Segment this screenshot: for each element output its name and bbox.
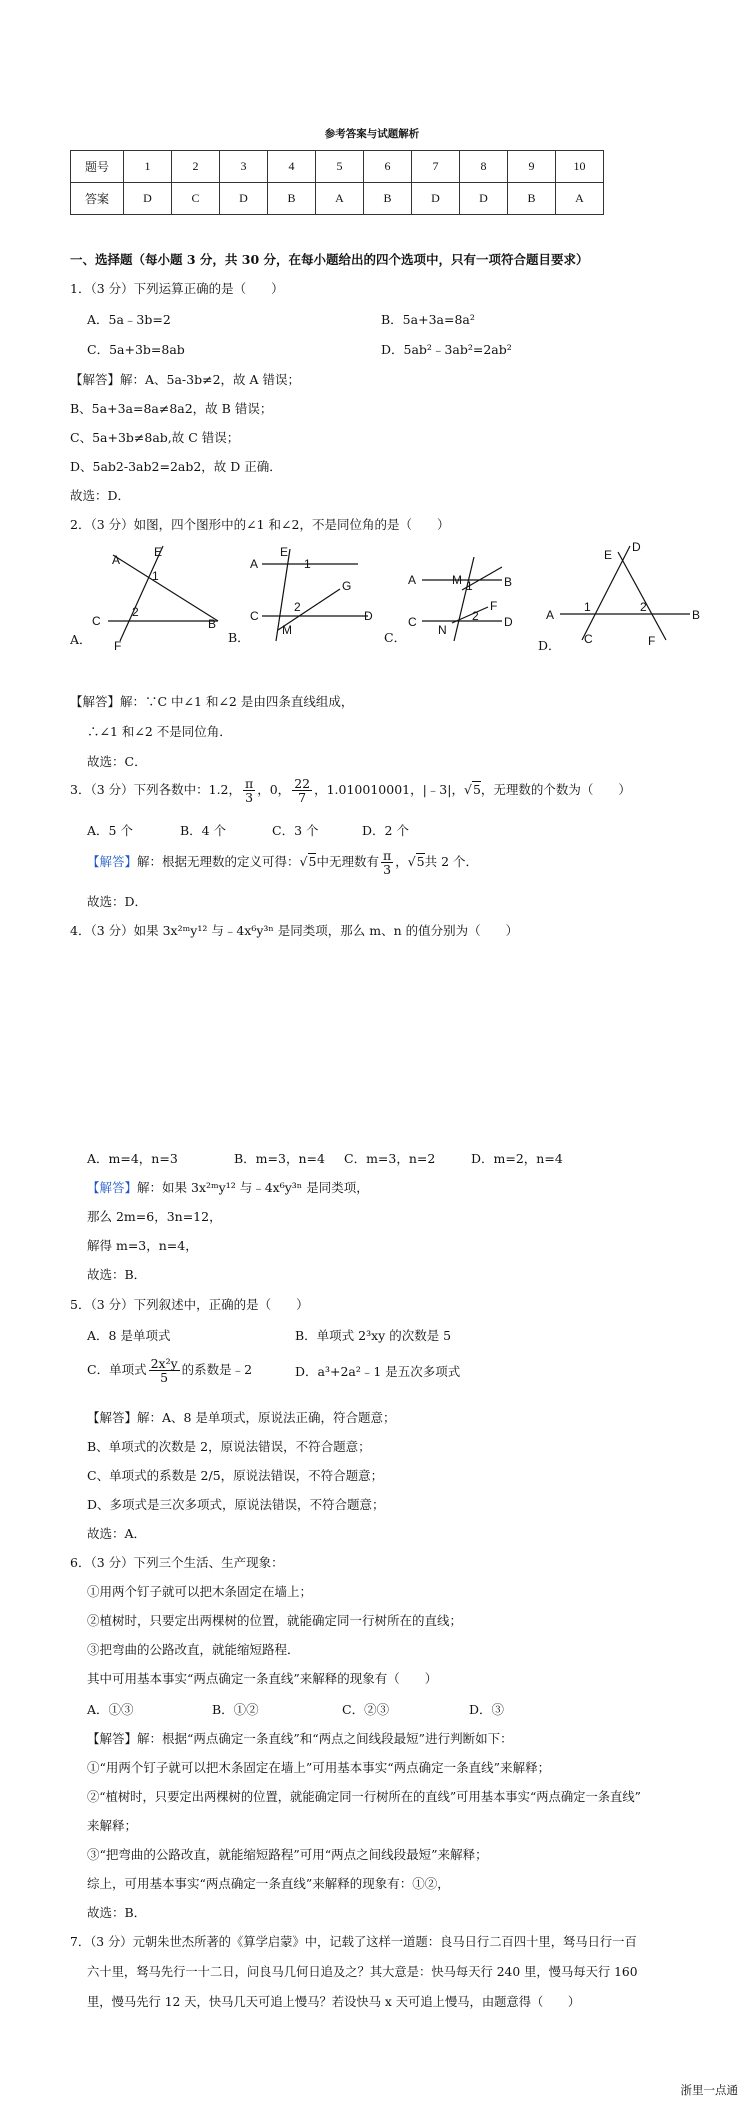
q4-solution-line: 解得 m=3，n=4， [87, 1238, 198, 1253]
q5-solution-line: 【解答】解：A、8 是单项式，原说法正确，符合题意； [87, 1410, 396, 1425]
question-3-stem [70, 776, 631, 804]
table-cell: D [460, 183, 508, 215]
q5-solution-line: 故选：A． [87, 1526, 147, 1541]
label-e: E [604, 548, 613, 562]
table-cell: 6 [364, 151, 412, 183]
q3-solution-text: 中无理数有 [316, 854, 379, 869]
q6-item: ①用两个钉子就可以把木条固定在墙上； [87, 1584, 313, 1599]
label-n: N [438, 623, 447, 637]
q3-text: ，无理数的个数为（ ） [480, 782, 631, 797]
q6-solution-line: 故选：B． [87, 1905, 147, 1920]
label-angle-2: 2 [472, 609, 479, 623]
table-cell: D [220, 183, 268, 215]
figure-b [228, 545, 378, 650]
fraction-22-over-7 [292, 777, 312, 804]
q6-solution-line: ②“植树时，只要定出两棵树的位置，就能确定同一行树所在的直线”可用基本事实“两点确定一条直线” [87, 1790, 641, 1804]
q3-solution-line: 故选：D． [87, 894, 148, 909]
table-cell: 5 [316, 151, 364, 183]
q3-option-b: B．4 个 [180, 823, 227, 838]
q5-solution-line: C、单项式的系数是 2/5，原说法错误，不符合题意； [87, 1468, 384, 1483]
q3-solution-text: 解：根据无理数的定义可得： [137, 854, 300, 869]
q4-solution-line [87, 1178, 369, 1196]
table-cell: D [412, 183, 460, 215]
section-heading: 一、选择题（每小题 3 分，共 30 分，在每小题给出的四个选项中，只有一项符合题目要求） [70, 252, 589, 267]
label-angle-1: 1 [466, 579, 473, 593]
table-cell: 4 [268, 151, 316, 183]
label-a: A [250, 557, 259, 571]
q5-option-c [87, 1355, 252, 1385]
label-f: F [648, 634, 656, 648]
q4-option-d: D．m=2，n=4 [471, 1151, 563, 1166]
table-row [71, 151, 604, 183]
q5-option-b: B．单项式 2³xy 的次数是 5 [295, 1328, 452, 1343]
label-angle-1: 1 [584, 600, 591, 614]
q5-solution-line: D、多项式是三次多项式，原说法错误，不符合题意； [87, 1497, 385, 1512]
table-cell: 8 [460, 151, 508, 183]
table-cell: C [172, 183, 220, 215]
figure-a-label: A． [70, 632, 92, 647]
q3-text: 3．（3 分）下列各数中：1.2， [70, 782, 242, 797]
question-7-line: 六十里，驽马先行一十二日，问良马几何日追及之？其大意是：快马每天行 240 里，慢马每天行 160 [87, 1965, 638, 1979]
q5-option-d: D．a³+2a²﹣1 是五次多项式 [295, 1364, 461, 1379]
label-angle-1: 1 [304, 557, 311, 571]
label-angle-1: 1 [152, 569, 159, 583]
q6-option-d: D．③ [469, 1702, 505, 1717]
q1-option-d: D．5ab²﹣3ab²=2ab² [381, 342, 512, 357]
q6-solution-line: ①“用两个钉子就可以把木条固定在墙上”可用基本事实“两点确定一条直线”来解释； [87, 1760, 551, 1775]
fraction-coefficient [149, 1357, 180, 1384]
solution-tag: 【解答】 [87, 1180, 138, 1195]
table-row [71, 183, 604, 215]
q6-option-a: A．①③ [87, 1702, 134, 1717]
denominator: 3 [245, 790, 254, 805]
q1-option-b: B．5a+3a=8a² [381, 312, 475, 327]
numerator: 2x²y [150, 1355, 178, 1371]
q3-solution-text: ， [395, 854, 408, 869]
table-cell: B [364, 183, 412, 215]
q2-solution-line: 【解答】解：∵C 中∠1 和∠2 是由四条直线组成， [70, 694, 354, 709]
q4-solution-text: 解：如果 3x²ᵐy¹² 与﹣4x⁶y³ⁿ 是同类项， [137, 1180, 369, 1195]
figure-a [68, 545, 228, 653]
table-header-cell: 答案 [71, 183, 124, 215]
figure-a-lines [68, 545, 228, 650]
question-1-stem: 1．（3 分）下列运算正确的是（ ） [70, 281, 284, 296]
q6-item: ②植树时，只要定出两棵树的位置，就能确定同一行树所在的直线； [87, 1613, 463, 1628]
table-cell: 1 [124, 151, 172, 183]
label-d: D [632, 540, 641, 554]
q5-solution-line: B、单项式的次数是 2，原说法错误，不符合题意； [87, 1439, 371, 1454]
q6-solution-line: ③“把弯曲的公路改直，就能缩短路程”可用“两点之间线段最短”来解释； [87, 1847, 488, 1862]
label-e: E [154, 545, 163, 559]
label-d: D [504, 615, 513, 629]
label-b: B [504, 575, 513, 589]
q4-option-c: C．m=3，n=2 [344, 1151, 436, 1166]
q1-solution-line: C、5a+3b≠8ab,故 C 错误； [70, 430, 240, 445]
label-a: A [546, 608, 555, 622]
numerator: π [382, 847, 392, 863]
label-a: A [408, 573, 417, 587]
figure-b-label: B． [228, 630, 250, 645]
label-angle-2: 2 [294, 600, 301, 614]
q6-option-c: C．②③ [342, 1702, 390, 1717]
q1-option-a: A．5a﹣3b=2 [87, 312, 171, 327]
table-cell: A [316, 183, 364, 215]
label-m: M [452, 573, 462, 587]
table-cell: B [268, 183, 316, 215]
label-c: C [408, 615, 417, 629]
table-header-cell: 题号 [71, 151, 124, 183]
figure-c [382, 545, 532, 650]
q1-solution-line: D、5ab2-3ab2=2ab2，故 D 正确． [70, 459, 282, 474]
question-7-line: 里，慢马先行 12 天，快马几天可追上慢马？若设快马 x 天可追上慢马，由题意得（ ） [87, 1995, 581, 2009]
denominator: 3 [383, 862, 392, 877]
table-cell: 7 [412, 151, 460, 183]
label-angle-2: 2 [132, 605, 139, 619]
q1-option-c: C．5a+3b=8ab [87, 342, 185, 357]
q1-solution-line: 故选：D． [70, 488, 131, 503]
label-c: C [92, 614, 101, 628]
q6-item: ③把弯曲的公路改直，就能缩短路程． [87, 1642, 300, 1657]
label-c: C [584, 632, 593, 646]
q3-option-d: D．2 个 [362, 823, 409, 838]
q3-solution-text: 共 2 个． [424, 854, 479, 869]
sqrt-5: 5 [416, 854, 425, 869]
fraction-pi-over-3 [381, 849, 393, 876]
table-cell: 9 [508, 151, 556, 183]
label-f: F [490, 599, 498, 613]
q3-option-c: C．3 个 [272, 823, 319, 838]
q6-question: 其中可用基本事实“两点确定一条直线”来解释的现象有（ ） [87, 1671, 438, 1686]
q2-solution-line: 故选：C． [87, 754, 147, 769]
q5-text: C．单项式 [87, 1362, 147, 1377]
label-e: E [280, 545, 289, 559]
label-b: B [208, 617, 217, 631]
q3-text: ，1.010010001，|﹣3|， [314, 782, 464, 797]
figure-d-lines [540, 540, 710, 652]
numerator: π [245, 775, 254, 791]
q3-text: ，0， [257, 782, 291, 797]
question-2-stem: 2．（3 分）如图，四个图形中的∠1 和∠2，不是同位角的是（ ） [70, 517, 450, 532]
question-4-stem: 4．（3 分）如果 3x²ᵐy¹² 与﹣4x⁶y³ⁿ 是同类项，那么 m、n 的值分别为（ ） [70, 923, 519, 938]
solution-tag: 【解答】 [87, 854, 138, 869]
answer-table [70, 150, 604, 215]
page-title: 参考答案与试题解析 [324, 128, 420, 140]
label-f: F [114, 639, 122, 653]
q6-solution-line: 综上，可用基本事实“两点确定一条直线”来解释的现象有：①②， [87, 1876, 450, 1891]
q2-solution-line: ∴∠1 和∠2 不是同位角． [87, 724, 232, 739]
q6-solution-line: 【解答】解：根据“两点确定一条直线”和“两点之间线段最短”进行判断如下： [87, 1731, 513, 1746]
denominator: 7 [298, 790, 307, 805]
label-c: C [250, 609, 259, 623]
label-m: M [282, 623, 292, 637]
q4-option-a: A．m=4，n=3 [87, 1151, 178, 1166]
sqrt-5: 5 [472, 782, 481, 797]
q1-solution-line: B、5a+3a=8a≠8a2，故 B 错误； [70, 401, 273, 416]
q4-option-b: B．m=3，n=4 [234, 1151, 325, 1166]
label-d: D [364, 609, 373, 623]
label-a: A [112, 553, 121, 567]
q6-solution-line: 来解释； [87, 1818, 138, 1833]
q3-option-a: A．5 个 [87, 823, 133, 838]
q5-text: 的系数是﹣2 [181, 1362, 253, 1377]
q3-solution-line [87, 848, 478, 876]
label-g: G [342, 579, 352, 593]
q5-option-a: A．8 是单项式 [87, 1328, 171, 1343]
figure-d-label: D． [538, 638, 561, 653]
table-cell: 3 [220, 151, 268, 183]
sqrt-sign: √ [299, 854, 308, 869]
label-b: B [692, 608, 701, 622]
sqrt-5: 5 [308, 854, 317, 869]
table-cell: 2 [172, 151, 220, 183]
table-cell: A [556, 183, 604, 215]
sqrt-sign: √ [463, 782, 472, 797]
label-angle-2: 2 [640, 600, 647, 614]
denominator: 5 [160, 1370, 169, 1385]
question-5-stem: 5．（3 分）下列叙述中，正确的是（ ） [70, 1297, 309, 1312]
question-7-line: 7．（3 分）元朝朱世杰所著的《算学启蒙》中，记载了这样一道题：良马日行二百四十里，驽马日行一百 [70, 1935, 637, 1949]
q4-solution-line: 那么 2m=6，3n=12， [87, 1209, 222, 1224]
q4-solution-line: 故选：B． [87, 1267, 147, 1282]
fraction-pi-over-3 [243, 777, 255, 804]
question-6-stem: 6．（3 分）下列三个生活、生产现象： [70, 1555, 284, 1570]
footer-watermark: 浙里一点通 [680, 2085, 738, 2097]
table-cell: B [508, 183, 556, 215]
q6-option-b: B．①② [212, 1702, 259, 1717]
sqrt-sign: √ [407, 854, 416, 869]
figure-d [540, 540, 710, 652]
table-cell: 10 [556, 151, 604, 183]
figure-c-label: C． [384, 630, 407, 645]
q1-solution-line: 【解答】解：A、5a-3b≠2，故 A 错误； [70, 372, 301, 387]
numerator: 22 [294, 775, 311, 791]
table-cell: D [124, 183, 172, 215]
